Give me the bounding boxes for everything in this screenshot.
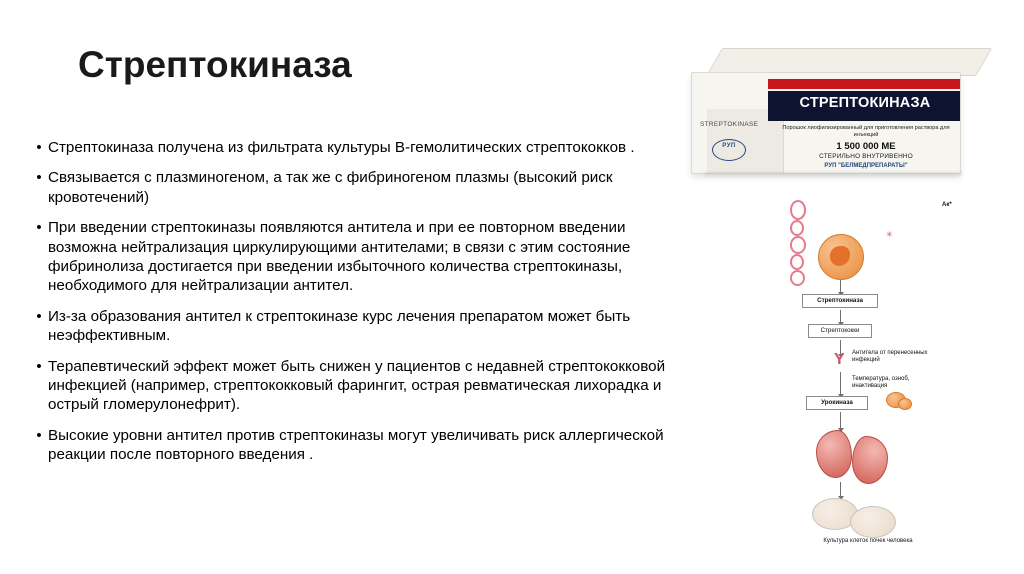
page-title: Стрептокиназа	[78, 44, 352, 85]
list-item-text: Из-за образования антител к стрептокиназе курс лечения препаратом может быть неэффективным.	[48, 307, 631, 345]
list-item	[30, 357, 690, 415]
mechanism-diagram	[790, 200, 990, 560]
diagram-label-urokinase: Урокиназа	[806, 396, 868, 410]
fibrin-ring-icon	[790, 254, 804, 270]
list-item-text: При введении стрептокиназы появляются антитела и при ее повторном введении возможна нейтрализация циркулирующими антителами; в связи с этим состояние фибринолиза достигается при введении избыточного количества стрептокиназы, необходимого для нейтрализации антител.	[48, 219, 631, 295]
diagram-arrow	[840, 310, 841, 322]
fibrin-ring-icon	[790, 236, 806, 254]
list-item-text: Связывается с плазминогеном, а так же с фибриногеном плазмы (высокий риск кровотечений)	[48, 169, 613, 206]
kidney-icon	[816, 430, 852, 478]
seal-text: РУП	[722, 143, 736, 149]
list-item	[30, 168, 690, 207]
list-item	[30, 426, 690, 465]
list-item-text: Стрептокиназа получена из фильтрата культуры В-гемолитических стрептококков .	[48, 139, 635, 156]
package-route: СТЕРИЛЬНО ВНУТРИВЕННО	[819, 153, 913, 160]
package-shadow	[704, 172, 962, 178]
list-item	[30, 307, 690, 346]
package-description: Порошок лиофилизированный для приготовления раствора для инъекций	[782, 125, 950, 138]
diagram-top-right-label: Ак*	[942, 202, 952, 208]
list-item	[30, 218, 690, 296]
bullet-marker-icon: •	[36, 357, 42, 375]
diagram-label-streptococci: Стрептококки	[808, 324, 872, 338]
manufacturer-seal-icon	[712, 139, 746, 161]
bullet-list	[30, 138, 690, 476]
medicine-package-image	[676, 36, 1006, 196]
diagram-arrow	[840, 412, 841, 428]
culture-dish-icon	[850, 506, 896, 538]
package-dose: 1 500 000 МЕ	[836, 141, 896, 152]
fibrin-ring-icon	[790, 220, 804, 236]
bullet-marker-icon: •	[36, 307, 42, 325]
list-item	[30, 138, 690, 157]
bullet-marker-icon: •	[36, 169, 42, 187]
package-manufacturer: РУП "БЕЛМЕДПРЕПАРАТЫ"	[824, 163, 908, 169]
package-side-brand: STREPTOKINASE	[700, 121, 759, 128]
diagram-note-fever: Температура, озноб, инактивация	[852, 376, 910, 390]
list-item-text: Высокие уровни антител против стрептокиназы могут увеличивать риск аллергической реакции после повторного введения .	[48, 426, 664, 464]
diagram-note-antibodies: Антитела от перенесенных инфекций	[852, 350, 928, 364]
diagram-arrow	[840, 280, 841, 292]
fibrin-ring-icon	[790, 200, 806, 220]
reaction-spark-icon: ✳	[886, 230, 893, 239]
bullet-marker-icon: •	[36, 426, 42, 444]
bullet-marker-icon: •	[36, 219, 42, 237]
package-brand-name: СТРЕПТОКИНАЗА	[799, 95, 931, 111]
list-item-text: Терапевтический эффект может быть снижен у пациентов с недавней стрептококковой инфекцией (например, стрептококковый фарингит, острая ревматическая лихорадка и острый гломерулонефрит).	[48, 357, 666, 414]
diagram-arrow	[840, 482, 841, 496]
package-red-band	[768, 79, 960, 89]
kidney-icon	[852, 436, 888, 484]
antibody-icon: Y	[834, 351, 845, 368]
package-front-face	[691, 72, 961, 174]
bullet-marker-icon: •	[36, 139, 42, 156]
urokinase-molecule-icon	[898, 398, 912, 410]
diagram-caption: Культура клеток почек человека	[823, 538, 913, 544]
fibrin-ring-icon	[790, 270, 805, 286]
diagram-label-streptokinase: Стрептокиназа	[802, 294, 878, 308]
diagram-arrow	[840, 372, 841, 394]
